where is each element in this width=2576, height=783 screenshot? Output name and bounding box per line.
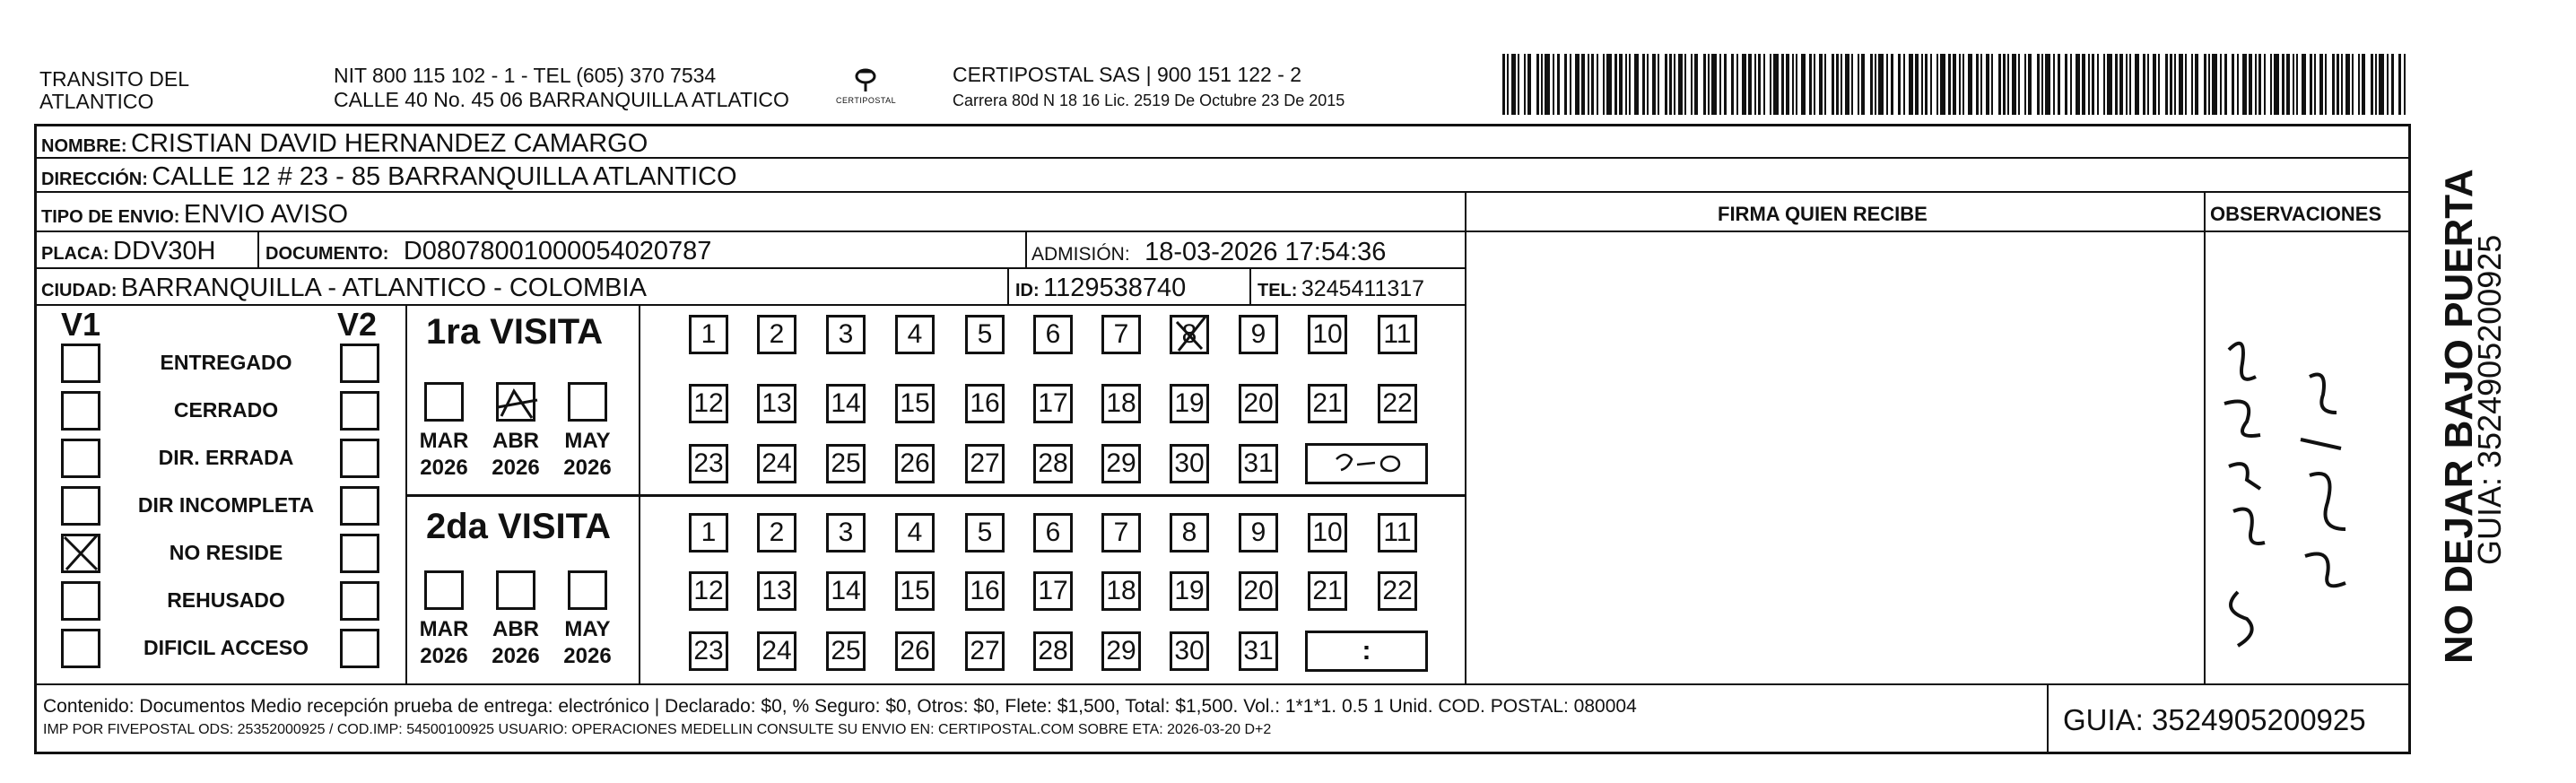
logo-text: CERTIPOSTAL [836,96,897,105]
day-checkbox[interactable] [1239,384,1278,423]
documento-field [265,239,711,265]
v1-checkbox[interactable] [61,581,100,621]
direccion-label: DIRECCIÓN: [41,170,148,189]
year-label: 2026 [420,456,468,480]
day-checkbox[interactable] [1033,384,1073,423]
observaciones-header: OBSERVACIONES [2210,203,2382,225]
direccion-field [41,164,737,190]
side-warning: NO DEJAR BAJO PUERTA [2437,169,2481,664]
day-checkbox[interactable] [1101,315,1141,354]
day-number: 9 [1250,319,1266,349]
day-number: 4 [907,319,923,349]
day-checkbox[interactable] [1239,315,1278,354]
status-option-label: REHUSADO [167,588,285,612]
day-number: 27 [970,636,1000,666]
day-checkbox[interactable] [1308,315,1347,354]
status-option-label: CERRADO [173,398,279,422]
day-checkbox[interactable] [1239,631,1278,671]
day-checkbox[interactable] [689,631,728,671]
day-number: 23 [693,448,724,478]
day-checkbox[interactable] [826,315,866,354]
handwritten-time-mark [1305,443,1428,484]
year-label: 2026 [563,456,612,480]
tel-value: 3245411317 [1301,276,1425,301]
day-checkbox[interactable] [826,631,866,671]
day-number: 3 [838,319,854,349]
visit2-time-box[interactable] [1305,631,1428,672]
id-value: 1129538740 [1043,274,1187,302]
day-checkbox[interactable] [1170,315,1209,354]
day-number: 5 [977,319,993,349]
year-label: 2026 [420,644,468,668]
month-checkbox[interactable] [424,382,464,422]
day-number: 10 [1312,518,1343,547]
month-checkbox[interactable] [568,382,607,422]
month-label: ABR [492,617,539,641]
documento-value: D08078001000054020787 [403,237,712,265]
tipo-envio-label: TIPO DE ENVIO: [41,207,180,227]
month-label: ABR [492,429,539,453]
status-option-label: ENTREGADO [160,351,292,374]
day-number: 21 [1312,388,1343,418]
day-number: 24 [761,636,792,666]
day-checkbox[interactable] [826,571,866,611]
day-number: 28 [1038,448,1068,478]
tel-label: TEL: [1258,281,1298,300]
admision-field [1031,239,1386,265]
v2-label: V2 [337,306,378,343]
direccion-value: CALLE 12 # 23 - 85 BARRANQUILLA ATLANTICO [152,162,737,191]
ciudad-field [41,275,647,301]
day-number: 22 [1382,576,1413,605]
day-checkbox[interactable] [1033,571,1073,611]
placa-label: PLACA: [41,244,109,264]
license-line: Carrera 80d N 18 16 Lic. 2519 De Octubre 23 De 2015 [953,91,1345,109]
day-number: 13 [761,388,792,418]
day-checkbox[interactable] [757,384,796,423]
imp-line: IMP POR FIVEPOSTAL ODS: 25352000925 / COD.IMP: 54500100925 USUARIO: OPERACIONES MEDELLIN CONSULTE SU ENVIO EN: CERTIPOSTAL.COM SOBRE ETA: 2026-03-20 D+2 [43,722,1272,737]
address-line: CALLE 40 No. 45 06 BARRANQUILLA ATLATICO [334,88,789,111]
nit-line: NIT 800 115 102 - 1 - TEL (605) 370 7534 [334,64,717,87]
day-checkbox[interactable] [1170,444,1209,483]
day-checkbox[interactable] [1308,571,1347,611]
v1-checkbox[interactable] [61,391,100,431]
day-number: 31 [1243,448,1274,478]
day-number: 8 [1181,518,1197,547]
id-field [1015,275,1186,301]
day-number: 18 [1106,388,1136,418]
day-checkbox[interactable] [689,315,728,354]
logo-mark-icon [834,61,897,113]
nombre-label: NOMBRE: [41,136,127,156]
day-number: 14 [831,388,861,418]
side-guia: GUIA: 3524905200925 [2471,234,2508,565]
day-checkbox[interactable] [1378,513,1417,552]
admision-label: ADMISIÓN: [1031,244,1130,265]
day-checkbox[interactable] [689,513,728,552]
day-number: 4 [907,518,923,547]
day-checkbox[interactable] [965,571,1005,611]
day-number: 9 [1250,518,1266,547]
day-number: 31 [1243,636,1274,666]
v2-checkbox[interactable] [340,344,379,383]
check-x-icon [61,534,100,573]
day-number: 1 [701,518,717,547]
v1-checkbox[interactable] [61,629,100,668]
day-number: 12 [693,576,724,605]
day-number: 30 [1174,448,1205,478]
day-number: 28 [1038,636,1068,666]
footer-guia: GUIA: 3524905200925 [2063,703,2366,736]
placa-value: DDV30H [113,237,216,265]
ciudad-value: BARRANQUILLA - ATLANTICO - COLOMBIA [120,274,647,302]
day-number: 11 [1383,518,1412,547]
v2-checkbox[interactable] [340,439,379,478]
month-label: MAR [419,429,469,453]
v2-checkbox[interactable] [340,581,379,621]
barcode [1502,54,2413,115]
documento-label: DOCUMENTO: [265,244,389,264]
day-number: 24 [761,448,792,478]
day-checkbox[interactable] [965,513,1005,552]
day-number: 7 [1113,518,1129,547]
day-number: 30 [1174,636,1205,666]
day-checkbox[interactable] [1033,315,1073,354]
day-number: 5 [977,518,993,547]
day-number: 8 [1181,319,1197,349]
day-checkbox[interactable] [1378,571,1417,611]
placa-field [41,239,215,265]
nombre-field [41,131,648,157]
day-checkbox[interactable] [826,513,866,552]
day-number: 16 [970,388,1000,418]
day-checkbox[interactable] [1101,384,1141,423]
day-checkbox[interactable] [895,571,935,611]
day-number: 7 [1113,319,1129,349]
visit1-title: 1ra VISITA [426,312,604,352]
day-number: 27 [970,448,1000,478]
admision-value: 18-03-2026 17:54:36 [1144,238,1387,266]
handwritten-observation [2211,323,2399,682]
day-number: 12 [693,388,724,418]
day-number: 25 [831,448,861,478]
v1-checkbox[interactable] [61,344,100,383]
day-number: 26 [900,636,930,666]
day-checkbox[interactable] [965,384,1005,423]
v1-checkbox[interactable] [61,534,100,573]
day-checkbox[interactable] [826,384,866,423]
day-checkbox[interactable] [1239,444,1278,483]
day-checkbox[interactable] [1033,631,1073,671]
day-number: 20 [1243,576,1274,605]
day-number: 6 [1045,518,1061,547]
v1-checkbox[interactable] [61,439,100,478]
day-checkbox[interactable] [895,384,935,423]
org-name-line1: TRANSITO DEL [39,67,189,91]
day-number: 17 [1038,388,1068,418]
day-checkbox[interactable] [757,631,796,671]
day-number: 13 [761,576,792,605]
contenido-line: Contenido: Documentos Medio recepción prueba de entrega: electrónico | Declarado: $0, % Seguro: $0, Otros: $0, Flete: $1,500, Total: $1,500. Vol.: 1*1*1. 0.5 1 Unid. COD. POSTAL: 080004 [43,696,1637,717]
day-checkbox[interactable] [1308,384,1347,423]
tipo-envio-value: ENVIO AVISO [183,200,349,229]
day-number: 18 [1106,576,1136,605]
tipo-envio-field [41,202,348,228]
day-number: 10 [1312,319,1343,349]
day-number: 11 [1383,319,1412,349]
day-checkbox[interactable] [1170,631,1209,671]
v2-checkbox[interactable] [340,391,379,431]
v1-label: V1 [61,306,101,343]
day-number: 6 [1045,319,1061,349]
company-line: CERTIPOSTAL SAS | 900 151 122 - 2 [953,63,1302,86]
day-checkbox[interactable] [1170,571,1209,611]
v1-checkbox[interactable] [61,486,100,526]
day-checkbox[interactable] [1170,513,1209,552]
day-checkbox[interactable] [1033,444,1073,483]
day-number: 15 [900,576,930,605]
day-checkbox[interactable] [1033,513,1073,552]
status-option-label: DIR INCOMPLETA [137,493,315,517]
day-checkbox[interactable] [965,631,1005,671]
day-checkbox[interactable] [689,571,728,611]
day-checkbox[interactable] [689,444,728,483]
check-mark-icon [496,382,535,422]
day-number: 23 [693,636,724,666]
day-number: 19 [1174,576,1205,605]
day-checkbox[interactable] [1101,444,1141,483]
day-checkbox[interactable] [826,444,866,483]
v2-checkbox[interactable] [340,486,379,526]
year-label: 2026 [492,644,540,668]
month-label: MAY [564,617,611,641]
day-number: 22 [1382,388,1413,418]
v2-checkbox[interactable] [340,534,379,573]
day-checkbox[interactable] [895,631,935,671]
day-checkbox[interactable] [1170,384,1209,423]
day-number: 3 [838,518,854,547]
day-number: 26 [900,448,930,478]
day-number: 25 [831,636,861,666]
day-number: 2 [769,319,785,349]
year-label: 2026 [492,456,540,480]
day-number: 17 [1038,576,1068,605]
day-checkbox[interactable] [757,315,796,354]
day-checkbox[interactable] [1239,571,1278,611]
day-checkbox[interactable] [965,444,1005,483]
day-checkbox[interactable] [1101,513,1141,552]
day-checkbox[interactable] [757,513,796,552]
ciudad-label: CIUDAD: [41,281,117,300]
check-x-icon [1170,315,1209,354]
day-checkbox[interactable] [757,444,796,483]
day-checkbox[interactable] [1239,513,1278,552]
month-checkbox[interactable] [496,382,535,422]
tel-field [1258,278,1424,300]
day-checkbox[interactable] [1101,571,1141,611]
day-checkbox[interactable] [1378,384,1417,423]
visit2-title: 2da VISITA [426,507,611,546]
visit2-time-value: : [1362,636,1371,666]
status-option-label: DIR. ERRADA [158,446,294,469]
month-checkbox[interactable] [568,570,607,610]
status-option-label: NO RESIDE [169,541,283,564]
year-label: 2026 [563,644,612,668]
day-checkbox[interactable] [1101,631,1141,671]
day-number: 20 [1243,388,1274,418]
day-checkbox[interactable] [895,444,935,483]
day-number: 29 [1106,636,1136,666]
month-checkbox[interactable] [424,570,464,610]
day-number: 21 [1312,576,1343,605]
nombre-value: CRISTIAN DAVID HERNANDEZ CAMARGO [131,129,648,158]
day-number: 19 [1174,388,1205,418]
day-number: 15 [900,388,930,418]
month-label: MAY [564,429,611,453]
day-checkbox[interactable] [895,513,935,552]
day-checkbox[interactable] [689,384,728,423]
firma-header: FIRMA QUIEN RECIBE [1718,203,1928,225]
day-number: 14 [831,576,861,605]
org-name-line2: ATLANTICO [39,90,154,113]
id-label: ID: [1015,281,1040,300]
day-checkbox[interactable] [895,315,935,354]
month-label: MAR [419,617,469,641]
certipostal-logo [834,61,897,113]
day-number: 29 [1106,448,1136,478]
month-checkbox[interactable] [496,570,535,610]
day-checkbox[interactable] [965,315,1005,354]
day-checkbox[interactable] [757,571,796,611]
status-option-label: DIFICIL ACCESO [143,636,309,659]
day-checkbox[interactable] [1378,315,1417,354]
v2-checkbox[interactable] [340,629,379,668]
day-checkbox[interactable] [1308,513,1347,552]
day-number: 16 [970,576,1000,605]
day-number: 2 [769,518,785,547]
day-number: 1 [701,319,717,349]
